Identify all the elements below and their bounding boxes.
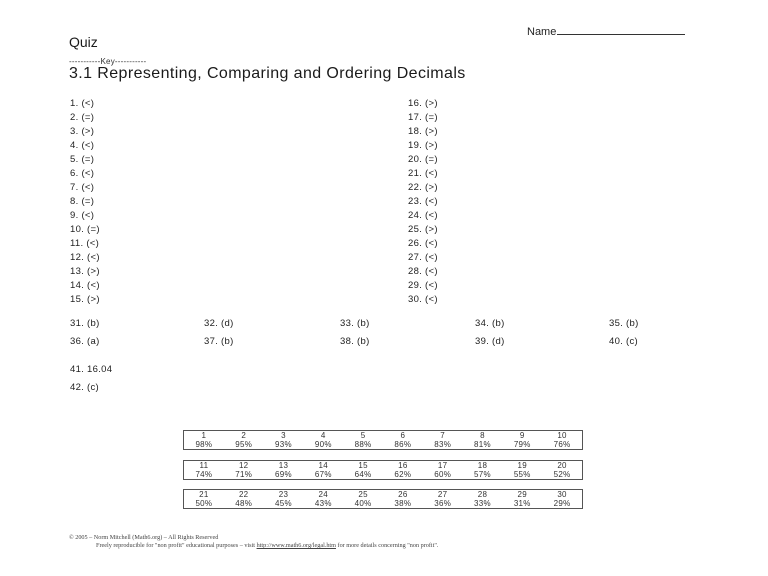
grade-cell	[303, 490, 343, 508]
question-count: 18	[477, 461, 488, 470]
question-count: 29	[517, 490, 528, 499]
question-count: 15	[358, 461, 368, 470]
question-count: 30	[557, 490, 567, 499]
multiple-choice-row	[70, 336, 710, 350]
grade-percent: 38%	[394, 499, 412, 508]
grade-cell	[264, 490, 304, 508]
question-count: 1	[201, 431, 207, 440]
answer-item: 4. (<)	[70, 140, 95, 151]
question-count: 14	[318, 461, 329, 470]
question-count: 13	[278, 461, 289, 470]
answer-item: 41. 16.04	[70, 364, 113, 375]
question-count: 5	[360, 431, 366, 440]
grade-cell	[423, 490, 463, 508]
answer-item: 7. (<)	[70, 182, 95, 193]
grade-percent: 60%	[434, 470, 452, 479]
question-count: 17	[437, 461, 448, 470]
answer-item: 37. (b)	[204, 336, 234, 347]
grade-percent: 98%	[195, 440, 213, 449]
grade-cell	[502, 461, 542, 479]
answer-item: 12. (<)	[70, 252, 100, 263]
grade-cell	[184, 490, 224, 508]
grade-cell	[463, 490, 503, 508]
grade-cell	[184, 431, 224, 449]
copyright-notice: © 2005 – Norm Mitchell (Math6.org) – All Rights Reserved	[69, 534, 219, 541]
grading-table	[183, 430, 583, 450]
grade-cell	[343, 461, 383, 479]
reproduction-text: Freely reproducible for "non profit" educational purposes – visit	[96, 542, 257, 549]
answer-item: 19. (>)	[408, 140, 438, 151]
grade-cell	[264, 461, 304, 479]
answer-item: 16. (>)	[408, 98, 438, 109]
grade-cell	[542, 461, 582, 479]
answer-item: 27. (<)	[408, 252, 438, 263]
answer-item: 22. (>)	[408, 182, 438, 193]
grade-percent: 29%	[553, 499, 571, 508]
question-count: 2	[241, 431, 247, 440]
grade-cell	[423, 461, 463, 479]
grade-percent: 62%	[394, 470, 412, 479]
grade-percent: 36%	[434, 499, 452, 508]
question-count: 20	[557, 461, 567, 470]
multiple-choice-row	[70, 318, 710, 332]
grade-cell	[383, 490, 423, 508]
answer-item: 28. (<)	[408, 266, 438, 277]
grade-percent: 57%	[474, 470, 491, 479]
answer-item: 23. (<)	[408, 196, 438, 207]
question-count: 26	[398, 490, 408, 499]
grade-cell	[343, 431, 383, 449]
grade-percent: 50%	[195, 499, 213, 508]
legal-link[interactable]: http://www.math6.org/legal.htm	[256, 542, 336, 549]
grade-percent: 40%	[354, 499, 372, 508]
grade-cell	[303, 461, 343, 479]
grade-percent: 95%	[235, 440, 253, 449]
answer-item: 38. (b)	[340, 336, 370, 347]
grade-percent: 86%	[394, 440, 412, 449]
answer-item: 9. (<)	[70, 210, 95, 221]
grade-percent: 81%	[474, 440, 491, 449]
grade-percent: 93%	[275, 440, 292, 449]
answer-item: 17. (=)	[408, 112, 438, 123]
grading-table	[183, 460, 583, 480]
question-count: 9	[519, 431, 525, 440]
grade-cell	[502, 431, 542, 449]
grade-percent: 55%	[513, 470, 531, 479]
question-count: 7	[440, 431, 446, 440]
grade-cell	[463, 461, 503, 479]
grade-cell	[383, 461, 423, 479]
question-count: 6	[400, 431, 406, 440]
question-count: 10	[557, 431, 567, 440]
grade-cell	[502, 490, 542, 508]
answer-item: 24. (<)	[408, 210, 438, 221]
answer-item: 10. (=)	[70, 224, 100, 235]
grade-cell	[423, 431, 463, 449]
answer-item: 21. (<)	[408, 168, 438, 179]
question-count: 23	[278, 490, 289, 499]
answer-item: 3. (>)	[70, 126, 95, 137]
question-count: 27	[437, 490, 448, 499]
grade-cell	[383, 431, 423, 449]
answer-item: 40. (c)	[609, 336, 639, 347]
grade-cell	[224, 461, 264, 479]
answer-item: 18. (>)	[408, 126, 438, 137]
question-count: 21	[199, 490, 209, 499]
grade-percent: 90%	[314, 440, 332, 449]
grade-cell	[224, 490, 264, 508]
grade-percent: 76%	[553, 440, 571, 449]
reproduction-text-suffix: for more details concerning "non profit".	[335, 542, 439, 549]
question-count: 16	[398, 461, 408, 470]
answer-item: 34. (b)	[475, 318, 505, 329]
name-field	[527, 25, 685, 38]
answer-item: 35. (b)	[609, 318, 639, 329]
answer-item: 1. (<)	[70, 98, 95, 109]
grade-percent: 69%	[275, 470, 292, 479]
answer-item: 30. (<)	[408, 294, 438, 305]
answer-item: 42. (c)	[70, 382, 100, 393]
quiz-label: Quiz	[69, 34, 98, 50]
answer-item: 25. (>)	[408, 224, 438, 235]
answer-item: 29. (<)	[408, 280, 438, 291]
grade-percent: 43%	[314, 499, 332, 508]
answer-item: 32. (d)	[204, 318, 234, 329]
answer-item: 11. (<)	[70, 238, 100, 249]
answer-item: 20. (=)	[408, 154, 438, 165]
answer-item: 14. (<)	[70, 280, 100, 291]
key-label: -----------Key-----------	[69, 57, 147, 66]
question-count: 22	[238, 490, 249, 499]
grade-percent: 71%	[235, 470, 253, 479]
question-count: 3	[281, 431, 286, 440]
grade-cell	[343, 490, 383, 508]
name-blank-line	[557, 25, 685, 35]
question-count: 12	[238, 461, 249, 470]
answer-item: 26. (<)	[408, 238, 438, 249]
grade-percent: 52%	[553, 470, 571, 479]
grade-percent: 48%	[235, 499, 253, 508]
name-label: Name	[527, 26, 557, 38]
answer-item: 2. (=)	[70, 112, 95, 123]
answer-item: 8. (=)	[70, 196, 95, 207]
question-count: 28	[477, 490, 488, 499]
answers-column-right	[408, 97, 438, 307]
grade-cell	[224, 431, 264, 449]
grade-percent: 45%	[275, 499, 292, 508]
grade-percent: 33%	[474, 499, 491, 508]
answer-item: 39. (d)	[475, 336, 505, 347]
answer-item: 33. (b)	[340, 318, 370, 329]
answer-item: 31. (b)	[70, 318, 100, 329]
question-count: 11	[199, 461, 209, 470]
question-count: 8	[480, 431, 485, 440]
answer-item: 6. (<)	[70, 168, 95, 179]
reproduction-notice	[96, 542, 438, 549]
grade-percent: 83%	[434, 440, 452, 449]
grade-percent: 64%	[354, 470, 372, 479]
grade-cell	[463, 431, 503, 449]
grade-cell	[542, 431, 582, 449]
answer-item: 5. (=)	[70, 154, 95, 165]
grade-cell	[184, 461, 224, 479]
grade-percent: 79%	[513, 440, 531, 449]
grading-table	[183, 489, 583, 509]
answers-column-left	[70, 97, 100, 307]
grade-percent: 88%	[354, 440, 372, 449]
grade-percent: 67%	[314, 470, 332, 479]
question-count: 25	[358, 490, 368, 499]
grade-percent: 74%	[195, 470, 213, 479]
question-count: 24	[318, 490, 329, 499]
answer-item: 15. (>)	[70, 294, 100, 305]
page-title: 3.1 Representing, Comparing and Ordering Decimals	[69, 65, 466, 82]
grade-cell	[264, 431, 304, 449]
question-count: 4	[320, 431, 326, 440]
grade-cell	[542, 490, 582, 508]
answer-item: 13. (>)	[70, 266, 100, 277]
question-count: 19	[517, 461, 528, 470]
grade-percent: 31%	[513, 499, 531, 508]
answer-item: 36. (a)	[70, 336, 100, 347]
grade-cell	[303, 431, 343, 449]
